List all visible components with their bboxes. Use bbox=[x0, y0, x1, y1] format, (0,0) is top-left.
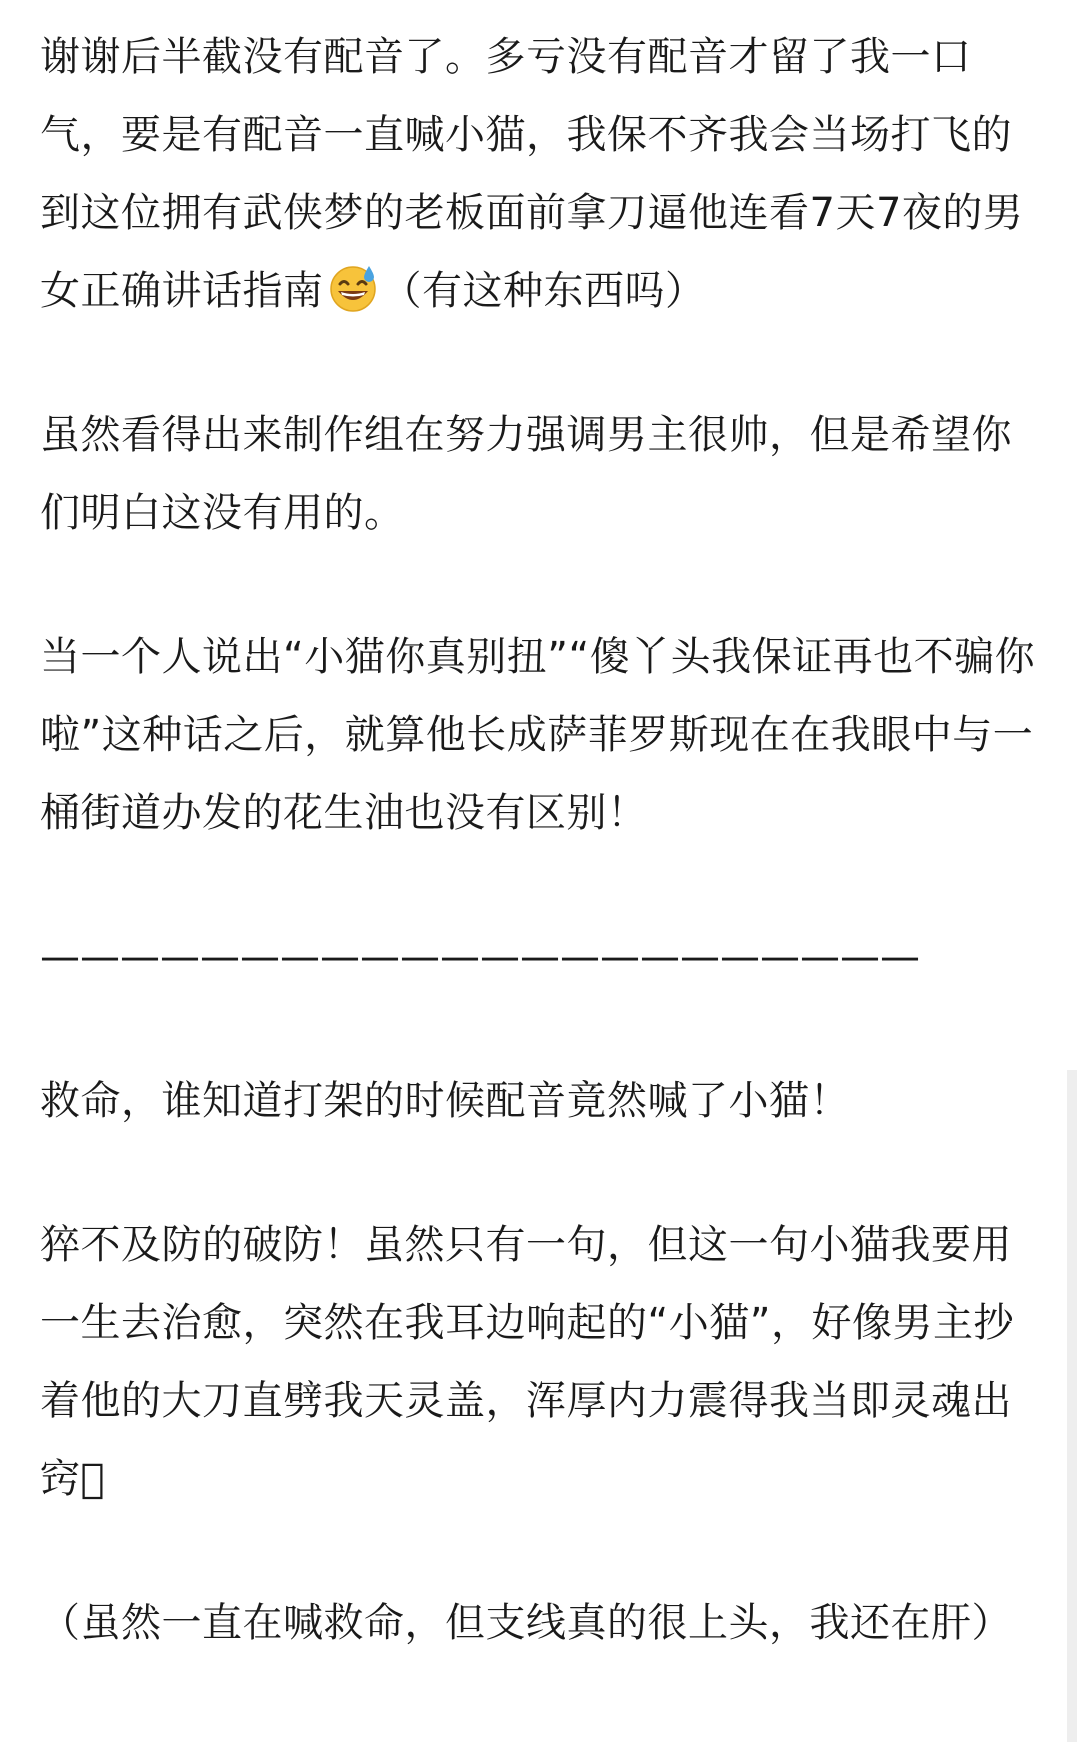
paragraph-gap bbox=[40, 996, 1040, 1062]
paragraph-1 bbox=[40, 18, 1040, 330]
paragraph-gap bbox=[40, 330, 1040, 396]
paragraph-3: 当一个人说出“小猫你真别扭”“傻丫头我保证再也不骗你啦”这种话之后，就算他长成萨菲罗斯现在在我眼中与一桶街道办发的花生油也没有区别！ bbox=[40, 634, 1036, 836]
paragraph-gap bbox=[40, 852, 1040, 918]
scrollbar-track[interactable] bbox=[1067, 1070, 1077, 1742]
section-divider: —————————————————————— bbox=[40, 934, 920, 980]
paragraph-4: 救命，谁知道打架的时候配音竟然喊了小猫！ bbox=[40, 1078, 850, 1124]
grinning-sweat-emoji-icon bbox=[328, 263, 378, 313]
paragraph-gap bbox=[40, 552, 1040, 618]
post-body bbox=[40, 18, 1040, 1662]
paragraph-gap bbox=[40, 1140, 1040, 1206]
paragraph-2: 虽然看得出来制作组在努力强调男主很帅，但是希望你们明白这没有用的。 bbox=[40, 412, 1012, 536]
paragraph-1-aside: （有这种东西吗） bbox=[381, 268, 706, 314]
paragraph-gap bbox=[40, 1518, 1040, 1584]
paragraph-6: （虽然一直在喊救命，但支线真的很上头，我还在肝） bbox=[40, 1600, 1012, 1646]
paragraph-1-text: 谢谢后半截没有配音了。多亏没有配音才留了我一口气，要是有配音一直喊小猫，我保不齐我会当场打飞的到这位拥有武侠梦的老板面前拿刀逼他连看7天7夜的男女正确讲话指南 bbox=[40, 34, 1024, 314]
paragraph-5-text: 猝不及防的破防！虽然只有一句，但这一句小猫我要用一生去治愈，突然在我耳边响起的“小猫”，好像男主抄着他的大刀直劈我天灵盖，浑厚内力震得我当即灵魂出窍 bbox=[40, 1222, 1014, 1502]
missing-glyph: 􏰀 bbox=[80, 1456, 106, 1502]
paragraph-5 bbox=[40, 1206, 1040, 1518]
